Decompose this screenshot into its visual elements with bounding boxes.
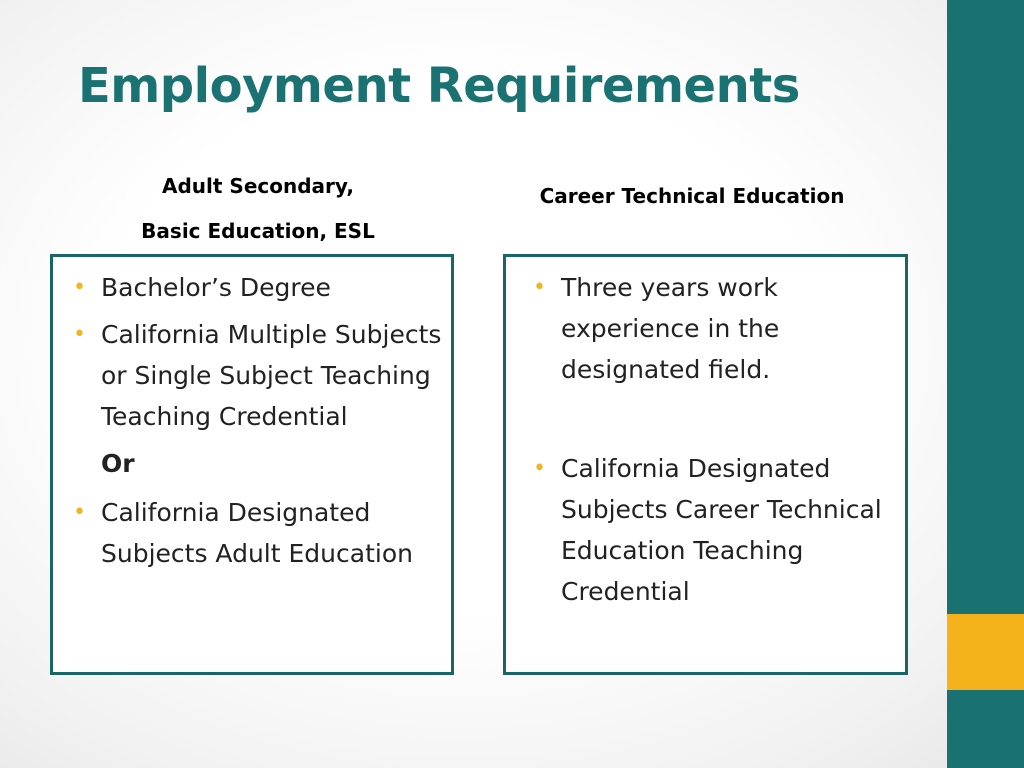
- left-column-heading: [58, 164, 458, 254]
- list-item-text: Bachelor’s Degree: [101, 273, 331, 302]
- right-bullet-list: [528, 267, 898, 612]
- list-item: [68, 492, 448, 574]
- sidebar-accent-block: [947, 614, 1024, 690]
- list-item: [68, 267, 448, 308]
- bullet-dot-icon: •: [73, 275, 86, 300]
- or-separator: [68, 443, 448, 484]
- list-item-text: California Multiple Subjects or Single Subject Teaching Teaching Credential: [101, 320, 442, 431]
- list-item: [528, 267, 898, 390]
- bullet-dot-icon: •: [533, 456, 546, 481]
- bullet-dot-icon: •: [73, 500, 86, 525]
- sidebar-band: [947, 0, 1024, 768]
- left-requirements-box: [50, 254, 454, 675]
- list-item-text: California Designated Subjects Career Technical Education Teaching Credential: [561, 454, 882, 606]
- list-item: [68, 314, 448, 437]
- left-heading-line-1: Adult Secondary,: [162, 174, 354, 198]
- right-column-heading: Career Technical Education: [539, 184, 845, 208]
- right-requirements-box: [503, 254, 908, 675]
- bullet-dot-icon: •: [73, 322, 86, 347]
- list-item-text: California Designated Subjects Adult Education: [101, 498, 413, 568]
- page-title: Employment Requirements: [78, 58, 800, 114]
- left-bullet-list: [68, 267, 448, 580]
- left-heading-line-2: Basic Education, ESL: [141, 219, 375, 243]
- list-item-text: Three years work experience in the designated field.: [561, 273, 780, 384]
- list-item: [528, 448, 898, 612]
- or-text: Or: [101, 449, 135, 478]
- bullet-dot-icon: •: [533, 275, 546, 300]
